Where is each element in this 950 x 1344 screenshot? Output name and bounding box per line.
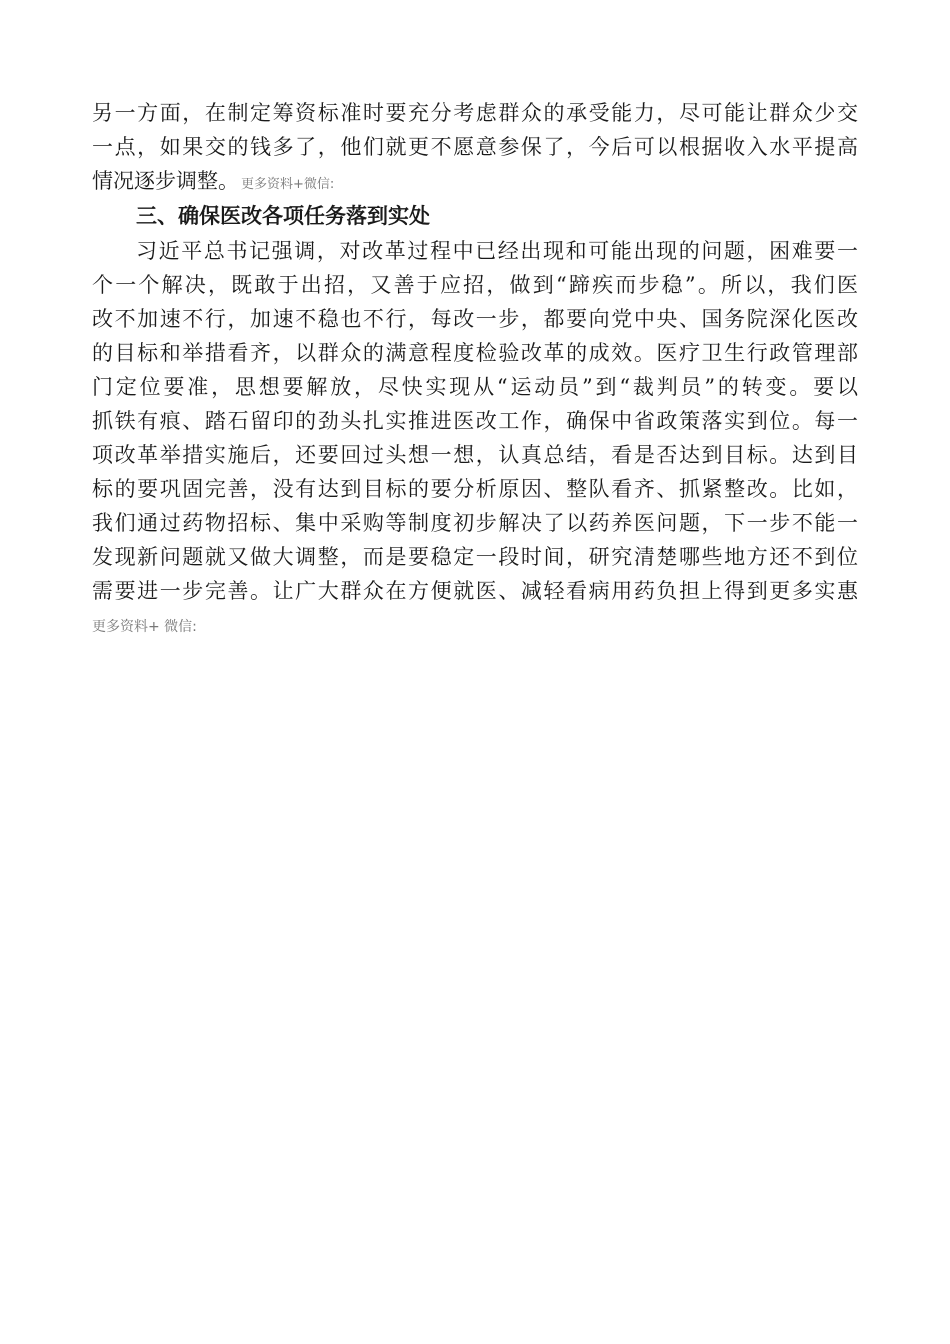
paragraph-2-line-1: 习近平总书记强调，对改革过程中已经出现和可能出现的问题，困难要一 bbox=[136, 239, 858, 263]
paragraph-2-line-8: 标的要巩固完善，没有达到目标的要分析原因、整队看齐、抓紧整改。比如， bbox=[92, 477, 858, 501]
paragraph-2-line-4: 的目标和举措看齐，以群众的满意程度检验改革的成效。医疗卫生行政管理部 bbox=[92, 341, 858, 365]
paragraph-2-line-5: 门定位要准，思想要解放，尽快实现从“运动员”到“裁判员”的转变。要以 bbox=[92, 375, 858, 399]
paragraph-2-line-3: 改不加速不行，加速不稳也不行，每改一步，都要向党中央、国务院深化医改 bbox=[92, 307, 858, 331]
paragraph-2-line-7: 项改革举措实施后，还要回过头想一想，认真总结，看是否达到目标。达到目 bbox=[92, 443, 858, 467]
section-heading: 三、确保医改各项任务落到实处 bbox=[136, 204, 430, 228]
paragraph-1-line-3-text: 情况逐步调整。 bbox=[92, 169, 239, 193]
paragraph-2-line-2: 个一个解决，既敢于出招，又善于应招，做到“蹄疾而步稳”。所以，我们医 bbox=[92, 273, 858, 297]
document-page bbox=[92, 96, 858, 642]
footer-note: 更多资料+ 微信: bbox=[92, 619, 197, 635]
paragraph-2-line-10: 发现新问题就又做大调整，而是要稳定一段时间，研究清楚哪些地方还不到位 bbox=[92, 545, 858, 569]
paragraph-2-line-11: 需要进一步完善。让广大群众在方便就医、减轻看病用药负担上得到更多实惠 bbox=[92, 579, 858, 603]
paragraph-1-line-2: 一点，如果交的钱多了，他们就更不愿意参保了，今后可以根据收入水平提高 bbox=[92, 135, 858, 159]
paragraph-2-line-6: 抓铁有痕、踏石留印的劲头扎实推进医改工作，确保中省政策落实到位。每一 bbox=[92, 409, 858, 433]
paragraph-1-line-1: 另一方面，在制定筹资标准时要充分考虑群众的承受能力，尽可能让群众少交 bbox=[92, 101, 858, 125]
paragraph-2-line-9: 我们通过药物招标、集中采购等制度初步解决了以药养医问题，下一步不能一 bbox=[92, 511, 858, 535]
inline-note: 更多资料+微信: bbox=[241, 177, 335, 192]
paragraph-1-line-3 bbox=[92, 164, 858, 198]
